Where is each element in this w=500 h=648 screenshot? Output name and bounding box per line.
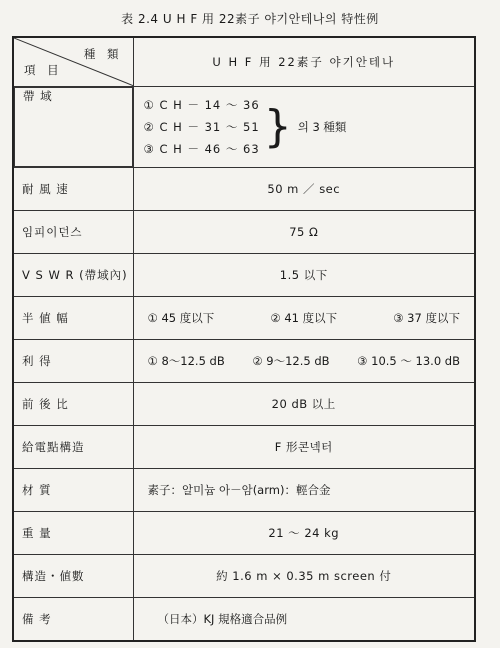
table-header-row	[13, 37, 475, 87]
row-label: 備 考	[13, 598, 133, 641]
header-subject: U H F 用 22素子 야기안테나	[133, 37, 475, 87]
table-row	[13, 512, 475, 555]
brace-glyph: }	[263, 101, 292, 152]
table-row	[13, 87, 475, 168]
value-item: ① 45 度以下	[147, 311, 215, 325]
table-row	[13, 469, 475, 512]
row-multi-value	[133, 297, 475, 340]
value-item: ② 41 度以下	[270, 311, 338, 325]
band-cell	[133, 87, 475, 168]
header-item-label: 項 目	[24, 63, 63, 77]
table-row	[13, 297, 475, 340]
row-label: 給電點構造	[13, 426, 133, 469]
row-multi-value	[133, 340, 475, 383]
value-item: ③ 10.5 ～ 13.0 dB	[357, 354, 460, 368]
row-value: F 形콘넥터	[133, 426, 475, 469]
band-item: ② C H － 31 ～ 51	[143, 120, 260, 134]
table-row	[13, 168, 475, 211]
row-label: 材 質	[13, 469, 133, 512]
row-label: V S W R (帶域內)	[13, 254, 133, 297]
band-item: ① C H － 14 ～ 36	[143, 98, 260, 112]
value-item: ② 9～12.5 dB	[252, 354, 330, 368]
row-value: 21 ～ 24 kg	[133, 512, 475, 555]
value-item: ① 8～12.5 dB	[147, 354, 225, 368]
header-corner-cell	[13, 37, 133, 87]
row-label: 前 後 比	[13, 383, 133, 426]
band-item: ③ C H － 46 ～ 63	[143, 142, 260, 156]
table-row	[13, 340, 475, 383]
header-kind-label: 種 類	[83, 47, 123, 61]
row-label: 임피이던스	[13, 211, 133, 254]
row-label: 帶 域	[14, 87, 133, 167]
table-row	[13, 426, 475, 469]
table-row	[13, 598, 475, 641]
row-label: 構造・値數	[13, 555, 133, 598]
band-note: 의 3 種類	[297, 120, 347, 134]
row-value: 約 1.6 m × 0.35 m screen 付	[133, 555, 475, 598]
table-row	[13, 254, 475, 297]
table-row	[13, 211, 475, 254]
table-caption: 表 2.4 U H F 用 22素子 야기안테나의 特性例	[121, 12, 379, 26]
row-label: 利 得	[13, 340, 133, 383]
table-row	[13, 383, 475, 426]
row-label: 耐 風 速	[13, 168, 133, 211]
table-row	[13, 555, 475, 598]
row-label: 半 値 幅	[13, 297, 133, 340]
row-value: 75 Ω	[133, 211, 475, 254]
row-label: 重 量	[13, 512, 133, 555]
value-item: ③ 37 度以下	[393, 311, 460, 325]
spec-table	[12, 36, 476, 642]
row-value: 1.5 以下	[133, 254, 475, 297]
row-value: 素子：알미늄 아－암(arm)：輕合金	[133, 469, 475, 512]
row-value: 20 dB 以上	[133, 383, 475, 426]
row-value: （日本）KJ 規格適合品例	[133, 598, 475, 641]
row-value: 50 m ／ sec	[133, 168, 475, 211]
